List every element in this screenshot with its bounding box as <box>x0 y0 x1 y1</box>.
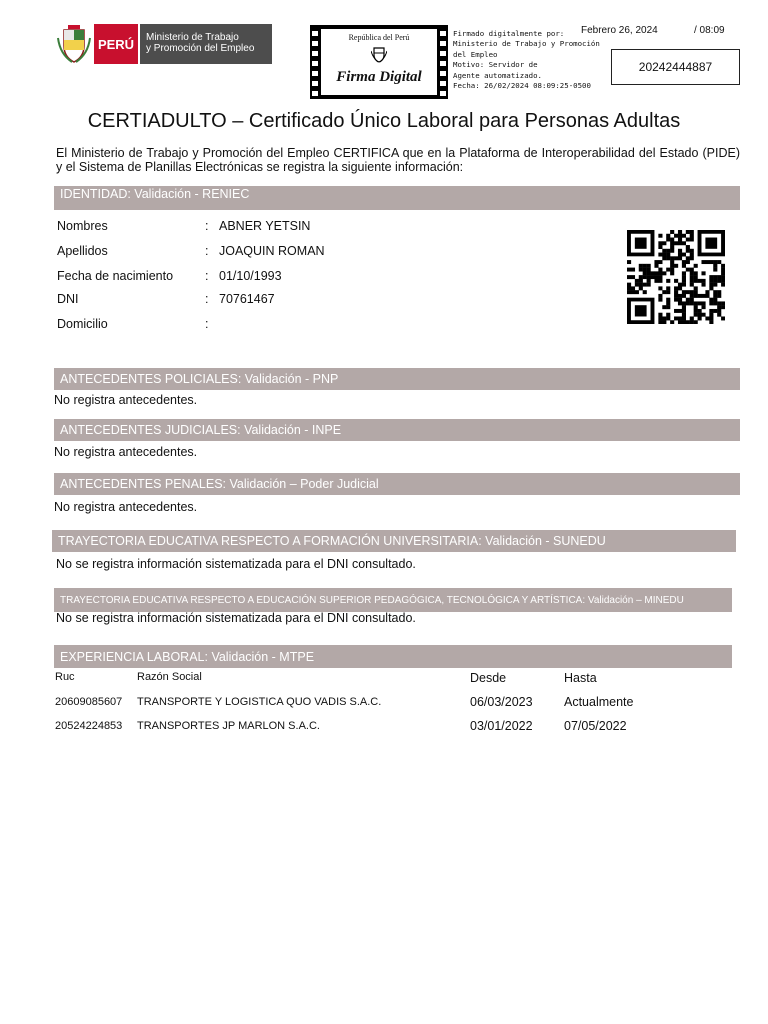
field-label-apellidos: Apellidos <box>57 244 108 258</box>
column-header-ruc: Ruc <box>55 671 75 683</box>
field-value-fecha-nacimiento: 01/10/1993 <box>219 269 282 283</box>
policiales-section-header: ANTECEDENTES POLICIALES: Validación - PNP <box>54 368 740 390</box>
field-colon: : <box>205 292 209 306</box>
qr-code <box>627 230 725 324</box>
superior-text: No se registra información sistematizada para el DNI consultado. <box>56 611 416 625</box>
signature-line: Motivo: Servidor de <box>453 60 538 70</box>
column-header-razon-social: Razón Social <box>137 671 202 683</box>
signature-line: del Empleo <box>453 49 498 59</box>
signature-line: Ministerio de Trabajo y Promoción <box>453 39 600 49</box>
intro-paragraph: El Ministerio de Trabajo y Promoción del Empleo CERTIFICA que en la Plataforma de Interoperabilidad del Estado (PIDE) y el Sistema de Planillas Electrónicas se registra la siguiente información: <box>56 146 740 174</box>
universitaria-section-header: TRAYECTORIA EDUCATIVA RESPECTO A FORMACIÓN UNIVERSITARIA: Validación - SUNEDU <box>52 530 736 552</box>
signature-line: Fecha: 26/02/2024 08:09:25-0500 <box>453 81 591 91</box>
field-value-dni: 70761467 <box>219 292 275 306</box>
cell-ruc: 20524224853 <box>55 720 123 732</box>
column-header-hasta: Hasta <box>564 671 597 685</box>
firma-digital-badge <box>310 25 448 99</box>
field-label-domicilio: Domicilio <box>57 317 108 331</box>
ministry-logo <box>56 24 272 64</box>
field-colon: : <box>205 219 209 233</box>
ministry-line-1: Ministerio de Trabajo <box>146 32 239 43</box>
signature-line: Agente automatizado. <box>453 70 542 80</box>
penales-section-header: ANTECEDENTES PENALES: Validación – Poder Judicial <box>54 473 740 495</box>
signature-line: Firmado digitalmente por: <box>453 29 565 38</box>
judiciales-section-header: ANTECEDENTES JUDICIALES: Validación - INPE <box>54 419 740 441</box>
field-label-fecha-nacimiento: Fecha de nacimiento <box>57 269 174 283</box>
field-label-nombres: Nombres <box>57 219 108 233</box>
cell-hasta: 07/05/2022 <box>564 719 627 733</box>
badge-republica: República del Perú <box>348 33 410 42</box>
superior-section-header: TRAYECTORIA EDUCATIVA RESPECTO A EDUCACIÓN SUPERIOR PEDAGÓGICA, TECNOLÓGICA Y ARTÍSTICA: Validación – MINEDU <box>54 588 732 612</box>
column-header-desde: Desde <box>470 671 507 685</box>
field-value-apellidos: JOAQUIN ROMAN <box>219 244 325 258</box>
cell-desde: 03/01/2022 <box>470 719 533 733</box>
cell-ruc: 20609085607 <box>55 696 123 708</box>
field-colon: : <box>205 269 209 283</box>
field-value-nombres: ABNER YETSIN <box>219 219 311 233</box>
signature-info <box>453 29 603 91</box>
cell-desde: 06/03/2023 <box>470 695 533 709</box>
penales-text: No registra antecedentes. <box>54 500 198 514</box>
identity-section-header: IDENTIDAD: Validación - RENIEC <box>54 186 740 210</box>
field-label-dni: DNI <box>57 292 79 306</box>
badge-firma-digital: Firma Digital <box>336 69 422 85</box>
field-colon: : <box>205 317 209 331</box>
certificate-code: 20242444887 <box>611 49 740 85</box>
judiciales-text: No registra antecedentes. <box>54 445 198 459</box>
page-title: CERTIADULTO – Certificado Único Laboral para Personas Adultas <box>87 110 681 132</box>
cell-hasta: Actualmente <box>564 695 634 709</box>
coat-of-arms-icon <box>56 24 92 64</box>
issue-time: / 08:09 <box>694 25 725 36</box>
cell-razon-social: TRANSPORTE Y LOGISTICA QUO VADIS S.A.C. <box>137 696 382 708</box>
cell-razon-social: TRANSPORTES JP MARLON S.A.C. <box>137 720 320 732</box>
experiencia-section-header: EXPERIENCIA LABORAL: Validación - MTPE <box>54 645 732 668</box>
peru-label: PERÚ <box>94 24 138 64</box>
ministry-name <box>140 24 272 64</box>
issue-date: Febrero 26, 2024 <box>581 25 658 36</box>
field-colon: : <box>205 244 209 258</box>
shield-emblem-icon <box>371 45 387 63</box>
ministry-line-2: y Promoción del Empleo <box>146 43 255 54</box>
universitaria-text: No se registra información sistematizada para el DNI consultado. <box>56 557 416 571</box>
policiales-text: No registra antecedentes. <box>54 393 198 407</box>
